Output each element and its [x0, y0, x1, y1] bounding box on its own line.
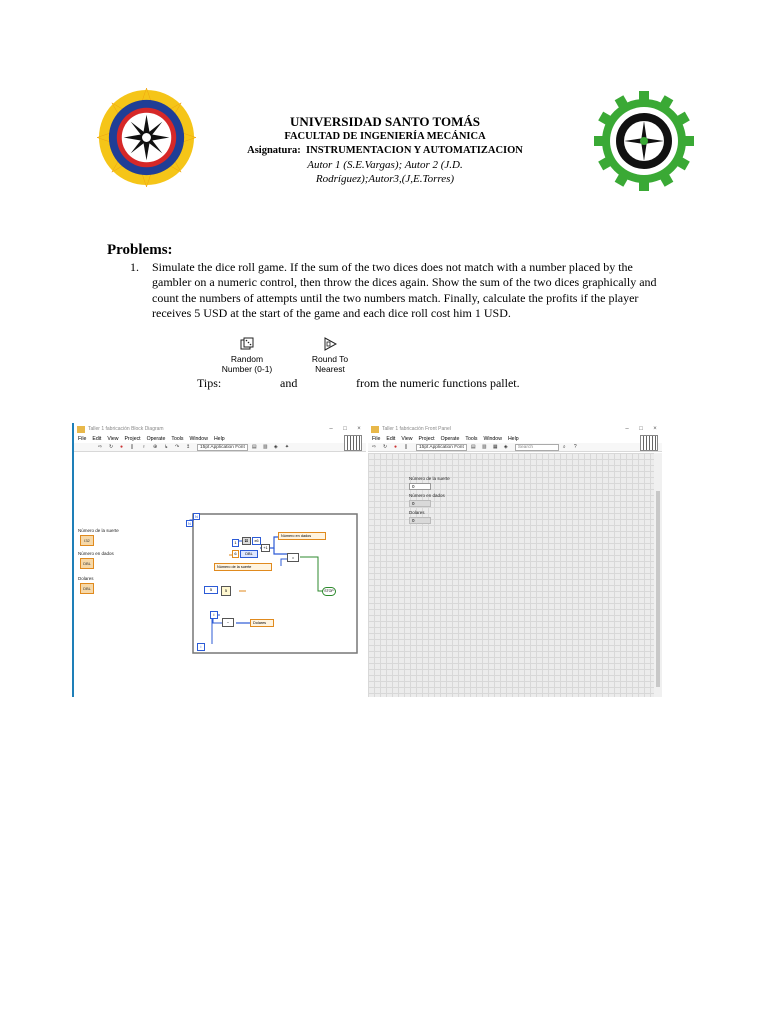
menu-tools[interactable]: Tools: [171, 436, 184, 442]
vertical-scrollbar[interactable]: [654, 453, 662, 697]
menu-operate[interactable]: Operate: [146, 436, 166, 442]
while-loop-diagram: [74, 453, 366, 697]
front-panel-titlebar: [368, 423, 662, 435]
dolares-output-node[interactable]: 5: [221, 586, 231, 596]
menu-view[interactable]: View: [107, 436, 119, 442]
terminal-label-dolares: Dolares: [78, 576, 94, 581]
run-arrow-icon[interactable]: ⇨: [372, 444, 377, 450]
round-label-line2: Nearest: [315, 364, 345, 374]
abort-icon[interactable]: ●: [394, 444, 398, 450]
help-icon[interactable]: ?: [573, 444, 577, 450]
faculty-name: FACULTAD DE INGENIERÍA MECÁNICA: [284, 131, 486, 142]
numero-suerte-control[interactable]: 0: [409, 483, 431, 490]
pause-icon[interactable]: ∥: [131, 444, 134, 450]
university-seal-logo: [97, 88, 196, 187]
front-panel-title: Taller 1 fabricación Front Panel: [382, 426, 451, 432]
random-label-line1: Random: [230, 354, 264, 364]
search-input[interactable]: Search: [515, 444, 559, 451]
distribute-icon[interactable]: ▥: [481, 444, 487, 450]
step-out-icon[interactable]: ↥: [186, 444, 191, 450]
menu-operate[interactable]: Operate: [440, 436, 460, 442]
menu-help[interactable]: Help: [507, 436, 519, 442]
maximize-icon[interactable]: □: [639, 426, 643, 432]
pause-icon[interactable]: ∥: [405, 444, 408, 450]
add-node[interactable]: +1: [261, 544, 270, 552]
iteration-terminal[interactable]: i: [210, 611, 218, 619]
run-arrow-icon[interactable]: ⇨: [98, 444, 103, 450]
terminal-numero-dados[interactable]: DBL: [80, 558, 94, 569]
retain-wire-icon[interactable]: ⊕: [153, 444, 158, 450]
block-diagram-menubar: [74, 435, 366, 443]
menu-edit[interactable]: Edit: [386, 436, 396, 442]
tips-and: and: [280, 376, 298, 390]
dbl-conversion-node[interactable]: DBL: [240, 550, 258, 558]
authors-line-1: Autor 1 (S.E.Vargas); Autor 2 (J.D.: [307, 159, 463, 171]
font-selector[interactable]: 15pt Application Font: [416, 444, 467, 451]
menu-project[interactable]: Project: [418, 436, 435, 442]
tips-rest: from the numeric functions pallet.: [356, 376, 520, 390]
dice-icon: [240, 337, 254, 351]
minimize-icon[interactable]: –: [625, 426, 629, 432]
shift-register[interactable]: N: [186, 520, 193, 527]
const-five-node[interactable]: 5: [204, 586, 218, 594]
block-diagram-canvas[interactable]: [74, 453, 366, 697]
problems-heading: Problems:: [107, 242, 173, 258]
reorder-icon[interactable]: ◈: [273, 444, 278, 450]
align-icon[interactable]: ▤: [470, 444, 476, 450]
const-six-node[interactable]: 6: [232, 550, 239, 558]
terminal-label-numero-dados: Número en dados: [78, 551, 114, 556]
close-icon[interactable]: ×: [653, 426, 657, 432]
maximize-icon[interactable]: □: [343, 426, 347, 432]
local-numero-dados[interactable]: Número en dados: [278, 532, 326, 540]
labview-app-icon: [371, 426, 379, 433]
indicator-label-dolares: Dolares: [409, 510, 425, 515]
wire-boolean: [300, 557, 323, 591]
authors-line-2: Rodríguez);Autor3,(J,E.Torres): [315, 173, 455, 185]
multiply-node[interactable]: x6: [252, 537, 261, 545]
menu-file[interactable]: File: [78, 436, 87, 442]
dice-icon: ⚄: [244, 538, 249, 543]
menu-edit[interactable]: Edit: [92, 436, 102, 442]
highlight-execution-icon[interactable]: ♀: [142, 444, 146, 450]
tips-label: Tips:: [197, 376, 222, 390]
search-icon[interactable]: ⌕: [562, 444, 566, 450]
const-one-node[interactable]: 1: [232, 539, 239, 547]
wire-compare-a: [274, 548, 288, 554]
block-diagram-toolbar: [74, 443, 366, 452]
problem-text: Simulate the dice roll game. If the sum of the two dices does not match with a number placed by the gambler on a numeric control, then throw the dices again. Show the sum of the two dices graphically and count the numbers of attempts until the two numbers match. Finally, calculate the profits if the player receives 5 USD at the start of the game and each dice roll cost him 1 USD.: [152, 260, 657, 320]
loop-iteration-i[interactable]: i: [197, 643, 205, 651]
distribute-icon[interactable]: ▥: [262, 444, 268, 450]
equal-compare-node[interactable]: =: [287, 553, 299, 562]
random-number-node[interactable]: [242, 537, 251, 545]
cleanup-icon[interactable]: ✦: [284, 444, 290, 450]
stop-condition[interactable]: STOP: [322, 587, 336, 596]
block-diagram-window: [72, 423, 366, 697]
while-loop-frame: [193, 514, 357, 653]
random-label-line2: Number (0-1): [221, 364, 273, 374]
subtract-node[interactable]: −: [222, 618, 234, 627]
loop-count-terminal[interactable]: N: [193, 513, 200, 520]
menu-view[interactable]: View: [401, 436, 413, 442]
university-name: UNIVERSIDAD SANTO TOMÁS: [290, 114, 480, 129]
document-header: [220, 114, 550, 186]
vi-icon[interactable]: [640, 435, 658, 451]
step-over-icon[interactable]: ↷: [175, 444, 180, 450]
front-panel-window: [368, 423, 662, 697]
menu-tools[interactable]: Tools: [465, 436, 478, 442]
reorder-icon[interactable]: ◈: [503, 444, 508, 450]
menu-help[interactable]: Help: [213, 436, 225, 442]
abort-icon[interactable]: ●: [120, 444, 124, 450]
menu-project[interactable]: Project: [124, 436, 141, 442]
resize-icon[interactable]: ▦: [492, 444, 498, 450]
faculty-gear-logo: [594, 91, 694, 191]
scrollbar-thumb[interactable]: [656, 491, 660, 687]
dolares-indicator: 0: [409, 517, 431, 524]
terminal-numero-suerte[interactable]: I32: [80, 535, 94, 546]
local-numero-suerte[interactable]: Número de la suerte: [214, 563, 272, 571]
minimize-icon[interactable]: –: [329, 426, 333, 432]
step-into-icon[interactable]: ↳: [164, 444, 169, 450]
numero-dados-indicator: 0: [409, 500, 431, 507]
subject-name: INSTRUMENTACION Y AUTOMATIZACION: [306, 145, 523, 156]
local-dolares[interactable]: Dolares: [250, 619, 274, 627]
labview-app-icon: [77, 426, 85, 433]
round-label-line1: Round To: [311, 354, 349, 364]
font-selector[interactable]: 15pt Application Font: [197, 444, 248, 451]
front-panel-menubar: [368, 435, 662, 443]
random-number-function: [215, 337, 279, 374]
control-label-numero-suerte: Número de la suerte: [409, 476, 450, 481]
run-continuously-icon[interactable]: ↻: [383, 444, 388, 450]
block-diagram-titlebar: [74, 423, 366, 435]
front-panel-canvas[interactable]: [368, 453, 654, 697]
indicator-label-numero-dados: Número en dados: [409, 493, 445, 498]
subject-line: [220, 144, 550, 158]
round-to-nearest-icon: [323, 337, 337, 351]
menu-file[interactable]: File: [372, 436, 381, 442]
block-diagram-title: Taller 1 fabricación Block Diagram: [88, 426, 164, 432]
align-icon[interactable]: ▤: [251, 444, 257, 450]
menu-window[interactable]: Window: [189, 436, 208, 442]
front-panel-toolbar: [368, 443, 662, 452]
close-icon[interactable]: ×: [357, 426, 361, 432]
terminal-dolares[interactable]: DBL: [80, 583, 94, 594]
menu-window[interactable]: Window: [483, 436, 502, 442]
terminal-label-numero-suerte: Número de la suerte: [78, 528, 119, 533]
problem-number: 1.: [130, 260, 139, 274]
run-continuously-icon[interactable]: ↻: [109, 444, 114, 450]
round-to-nearest-function: [305, 337, 355, 374]
subject-label: Asignatura:: [247, 145, 301, 156]
vi-icon[interactable]: [344, 435, 362, 451]
